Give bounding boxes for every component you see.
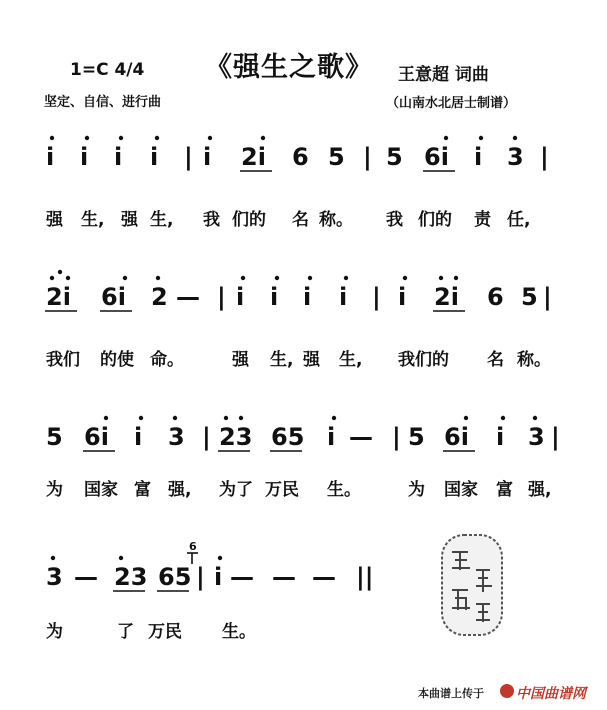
note: i bbox=[214, 563, 223, 591]
note: 6 bbox=[292, 143, 309, 171]
lyrics-line-4 bbox=[46, 621, 256, 642]
lyric: 强 bbox=[121, 210, 138, 230]
dash: — bbox=[272, 563, 296, 591]
lyrics-line-1 bbox=[45, 209, 530, 230]
lyric: 国家 bbox=[84, 480, 118, 500]
lyric: 的使 bbox=[100, 350, 134, 370]
lyric: 强 bbox=[46, 210, 63, 230]
final-barline: || bbox=[356, 563, 374, 591]
note: 23 bbox=[114, 563, 148, 591]
lyric: 名 bbox=[292, 210, 309, 230]
dash: — bbox=[74, 563, 98, 591]
note: i bbox=[303, 283, 312, 311]
note: 5 bbox=[408, 423, 425, 451]
lyric: 任, bbox=[507, 210, 531, 230]
lyrics-line-3 bbox=[46, 479, 551, 500]
key-signature: 1=C 4/4 bbox=[70, 60, 145, 80]
note: i bbox=[339, 283, 348, 311]
notation-line-4 bbox=[46, 540, 374, 591]
notation-line-3 bbox=[46, 423, 560, 451]
lyric: 命。 bbox=[150, 350, 184, 370]
note: 3 bbox=[507, 143, 524, 171]
lyric: 我 bbox=[203, 210, 220, 230]
barline: | bbox=[540, 143, 549, 171]
note: 65 bbox=[158, 563, 192, 591]
note: 5 bbox=[46, 423, 63, 451]
note: 65 bbox=[271, 423, 305, 451]
barline: | bbox=[363, 143, 372, 171]
seal-stamp bbox=[442, 535, 502, 635]
note: 5 bbox=[386, 143, 403, 171]
barline: | bbox=[196, 563, 205, 591]
lyric: 富 bbox=[134, 480, 151, 500]
barline: | bbox=[543, 283, 552, 311]
notation-line-1 bbox=[46, 143, 549, 171]
note: i bbox=[270, 283, 279, 311]
lyric: 了 bbox=[117, 622, 134, 642]
lyric: 我 bbox=[386, 210, 403, 230]
note: i bbox=[150, 143, 159, 171]
barline: | bbox=[202, 423, 211, 451]
barline: | bbox=[551, 423, 560, 451]
note: 3 bbox=[46, 563, 63, 591]
note: i bbox=[398, 283, 407, 311]
lyric: 生, bbox=[81, 210, 105, 230]
lyric: 我们 bbox=[46, 350, 80, 370]
notation-line-2 bbox=[46, 283, 552, 311]
lyric: 们的 bbox=[232, 210, 266, 230]
note: 6i bbox=[444, 423, 469, 451]
lyric: 强, bbox=[528, 480, 552, 500]
lyric: 生, bbox=[270, 350, 294, 370]
tempo-marking: 坚定、自信、进行曲 bbox=[44, 95, 162, 110]
lyric: 为 bbox=[408, 480, 425, 500]
arranger-credit: （山南水北居士制谱） bbox=[386, 96, 517, 111]
note: i bbox=[80, 143, 89, 171]
author-credit: 王意超 词曲 bbox=[398, 65, 489, 85]
note: i bbox=[474, 143, 483, 171]
note: 6i bbox=[424, 143, 449, 171]
lyric: 富 bbox=[496, 480, 513, 500]
lyric: 为 bbox=[46, 622, 63, 642]
dash: — bbox=[176, 283, 200, 311]
dash: — bbox=[230, 563, 254, 591]
upload-note: 本曲谱上传于 bbox=[418, 687, 484, 700]
note: 3 bbox=[528, 423, 545, 451]
barline: | bbox=[184, 143, 193, 171]
lyric: 强 bbox=[303, 350, 320, 370]
barline: | bbox=[217, 283, 226, 311]
lyric: 为了 bbox=[219, 480, 253, 500]
note: i bbox=[203, 143, 212, 171]
lyric: 强, bbox=[168, 480, 192, 500]
dash: — bbox=[312, 563, 336, 591]
octave-dots-line-3 bbox=[104, 416, 537, 420]
lyric: 生, bbox=[150, 210, 174, 230]
octave-dots-line-4 bbox=[51, 556, 222, 560]
note: 5 bbox=[328, 143, 345, 171]
note: i bbox=[327, 423, 336, 451]
octave-dots-line-1 bbox=[50, 136, 517, 140]
lyric: 生。 bbox=[222, 622, 256, 642]
song-title: 《强生之歌》 bbox=[205, 52, 373, 83]
lyric: 万民 bbox=[265, 480, 299, 500]
note: i bbox=[496, 423, 505, 451]
note: i bbox=[236, 283, 245, 311]
note: 2i bbox=[46, 283, 71, 311]
lyric: 称。 bbox=[319, 210, 353, 230]
barline: | bbox=[392, 423, 401, 451]
lyric: 生。 bbox=[327, 480, 361, 500]
lyrics-line-2 bbox=[46, 349, 551, 370]
lyric: 强 bbox=[232, 350, 249, 370]
note: 5 bbox=[521, 283, 538, 311]
note: 6i bbox=[84, 423, 109, 451]
note: 2i bbox=[241, 143, 266, 171]
octave-dots-line-2 bbox=[50, 270, 458, 280]
lyric: 为 bbox=[46, 480, 63, 500]
note: 2 bbox=[151, 283, 168, 311]
note: i bbox=[134, 423, 143, 451]
lyric: 我们的 bbox=[398, 350, 449, 370]
barline: | bbox=[372, 283, 381, 311]
lyric: 生, bbox=[339, 350, 363, 370]
note: i bbox=[114, 143, 123, 171]
lyric: 们的 bbox=[418, 210, 452, 230]
dash: — bbox=[349, 423, 373, 451]
lyric: 称。 bbox=[517, 350, 551, 370]
note: 6 bbox=[487, 283, 504, 311]
note: i bbox=[46, 143, 55, 171]
site-name-link[interactable]: 中国曲谱网 bbox=[516, 686, 586, 702]
site-logo-icon bbox=[500, 684, 514, 698]
lyric: 万民 bbox=[148, 622, 182, 642]
note: 2i bbox=[434, 283, 459, 311]
note: 23 bbox=[219, 423, 253, 451]
lyric: 责 bbox=[474, 210, 491, 230]
note: 3 bbox=[168, 423, 185, 451]
lyric: 名 bbox=[487, 350, 504, 370]
lyric: 国家 bbox=[444, 480, 478, 500]
grace-note: 6 bbox=[189, 540, 197, 553]
note: 6i bbox=[101, 283, 126, 311]
